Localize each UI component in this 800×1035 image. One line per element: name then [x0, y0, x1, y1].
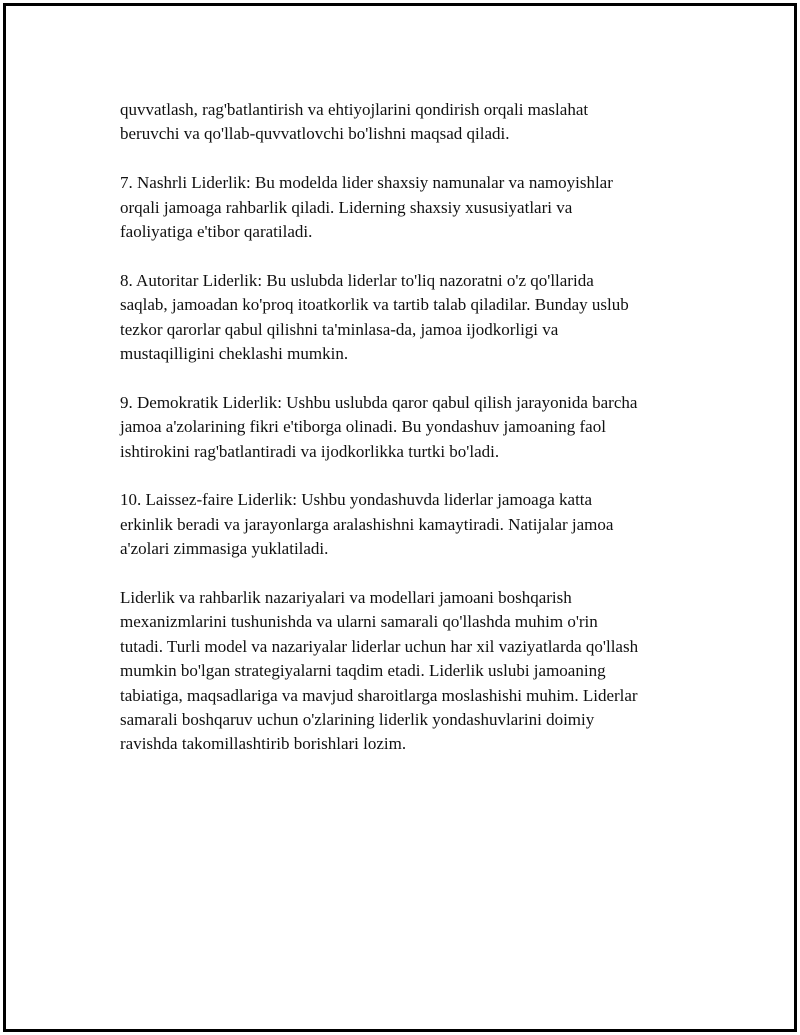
document-body — [120, 98, 710, 781]
paragraph-item-8: 8. Autoritar Liderlik: Bu uslubda liderlar to'liq nazoratni o'z qo'llarida saqlab, jamoadan ko'proq itoatkorlik va tartib talab qiladilar. Bunday uslub tezkor qarorlar qabul qilishni ta'minlasa-da, jamoa ijodkorligi va mustaqilligini cheklashi mumkin. — [120, 270, 629, 364]
paragraph-conclusion: Liderlik va rahbarlik nazariyalari va modellari jamoani boshqarish mexanizmlarini tushunishda va ularni samarali qo'llashda muhim o'rin tutadi. Turli model va nazariyalar liderlar uchun har xil vaziyatlarda qo'llash mumkin bo'lgan strategiyalarni taqdim etadi. Liderlik uslubi jamoaning tabiatiga, maqsadlariga va mavjud sharoitlarga moslashishi muhim. Liderlar samarali boshqaruv uchun o'zlarining liderlik yondashuvlarini doimiy ravishda takomillashtirib borishlari lozim. — [120, 588, 639, 754]
paragraph-continuation: quvvatlash, rag'batlantirish va ehtiyojlarini qondirish orqali maslahat beruvchi va qo'llab-quvvatlovchi bo'lishni maqsad qiladi. — [120, 100, 589, 144]
page-frame — [3, 3, 797, 1032]
paragraph-item-7: 7. Nashrli Liderlik: Bu modelda lider shaxsiy namunalar va namoyishlar orqali jamoaga rahbarlik qiladi. Liderning shaxsiy xususiyatlari va faoliyatiga e'tibor qaratiladi. — [120, 173, 613, 242]
paragraph-item-9: 9. Demokratik Liderlik: Ushbu uslubda qaror qabul qilish jarayonida barcha jamoa a'zolarining fikri e'tiborga olinadi. Bu yondashuv jamoaning faol ishtirokini rag'batlantiradi va ijodkorlikka turtki bo'ladi. — [120, 392, 638, 461]
paragraph-item-10: 10. Laissez-faire Liderlik: Ushbu yondashuvda liderlar jamoaga katta erkinlik beradi va jarayonlarga aralashishni kamaytiradi. Natijalar jamoa a'zolari zimmasiga yuklatiladi. — [120, 490, 614, 559]
